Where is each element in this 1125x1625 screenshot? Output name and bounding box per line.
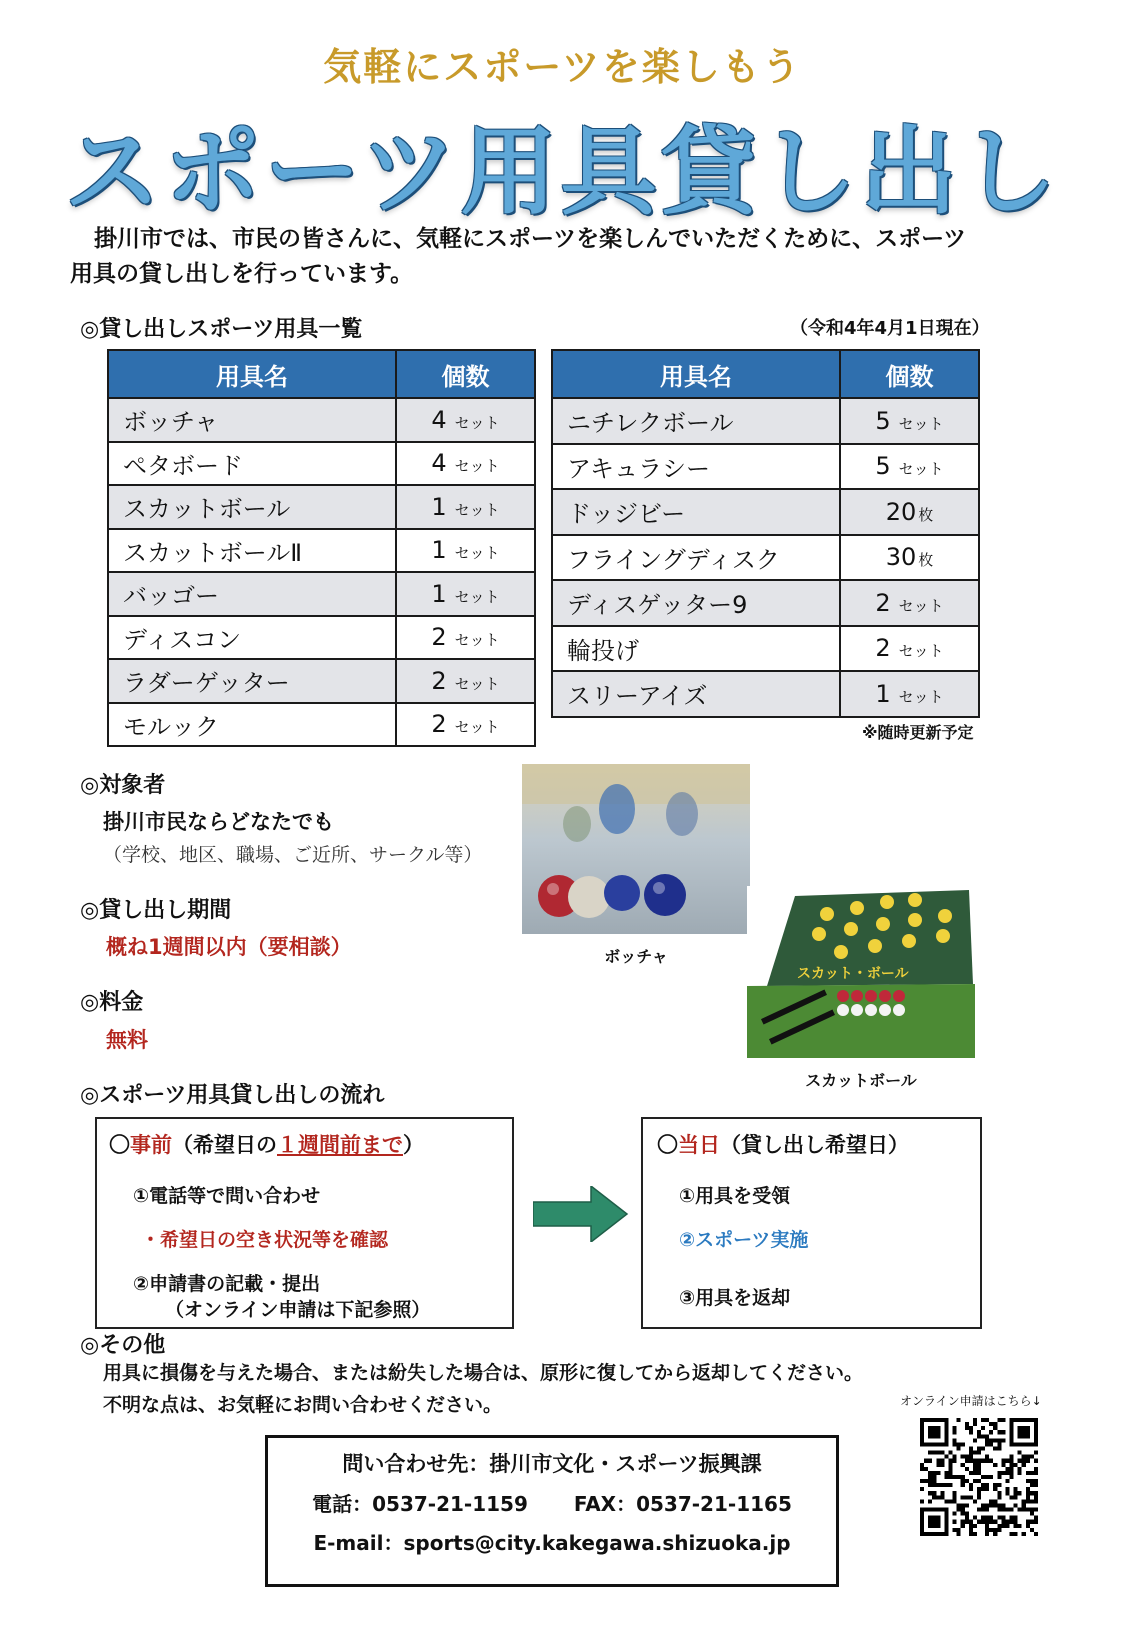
equipment-count	[396, 703, 535, 747]
period-heading: ◎貸し出し期間	[80, 898, 232, 923]
equipment-count	[840, 626, 979, 672]
equipment-count-number: 1	[431, 536, 447, 565]
equipment-count	[396, 398, 535, 442]
equipment-name: ディスゲッター9	[552, 580, 840, 626]
flow-day-step1: ①用具を受領	[679, 1185, 791, 1207]
equipment-count-unit: セット	[898, 687, 944, 706]
contact-box	[265, 1435, 839, 1587]
flow-before-paren-close: ）	[403, 1133, 424, 1157]
fee-heading: ◎料金	[80, 990, 144, 1015]
equipment-row	[108, 572, 535, 616]
equipment-count	[396, 529, 535, 573]
equipment-count	[840, 489, 979, 535]
flow-before-step1: ①電話等で問い合わせ	[133, 1185, 321, 1207]
equipment-count-unit: セット	[454, 544, 500, 563]
flow-before-step2-note: （オンライン申請は下記参照）	[165, 1299, 431, 1321]
flow-before-label: 事前	[130, 1133, 172, 1157]
flow-heading: ◎スポーツ用具貸し出しの流れ	[80, 1083, 385, 1108]
flow-day-box	[641, 1117, 982, 1329]
intro-line-1: 掛川市では、市民の皆さんに、気軽にスポーツを楽しんでいただくために、スポーツ	[94, 226, 967, 252]
date-note: （令和4年4月1日現在）	[790, 318, 990, 339]
equipment-count-number: 1	[431, 492, 447, 521]
equipment-name: フライングディスク	[552, 535, 840, 581]
equipment-count-unit: セット	[454, 500, 500, 519]
equipment-count-number: 5	[875, 406, 891, 435]
equipment-count-unit: セット	[454, 457, 500, 476]
equipment-count	[396, 442, 535, 486]
scat-ball-caption: スカットボール	[805, 1071, 917, 1090]
equipment-row	[108, 529, 535, 573]
flow-before-deadline: １週間前まで	[277, 1133, 403, 1157]
boccia-photo	[522, 764, 750, 934]
equipment-name: ラダーゲッター	[108, 659, 396, 703]
flow-day-label: 当日	[678, 1133, 720, 1157]
intro-text	[70, 222, 1060, 292]
equipment-count-number: 5	[875, 452, 891, 481]
equipment-row	[552, 671, 979, 717]
equipment-row	[108, 703, 535, 747]
boccia-caption: ボッチャ	[604, 947, 668, 966]
target-detail: （学校、地区、職場、ご近所、サークル等）	[103, 844, 483, 866]
equipment-count-number: 4	[431, 405, 447, 434]
equipment-row	[552, 444, 979, 490]
equipment-count-number: 1	[431, 579, 447, 608]
equipment-row	[552, 535, 979, 581]
other-heading: ◎その他	[80, 1333, 166, 1358]
equipment-name: ドッジビー	[552, 489, 840, 535]
equipment-name: モルック	[108, 703, 396, 747]
equipment-name: ボッチャ	[108, 398, 396, 442]
flow-before-title	[109, 1129, 424, 1159]
equipment-name: ニチレクボール	[552, 398, 840, 444]
equipment-count	[840, 398, 979, 444]
equipment-name: スカットボール	[108, 485, 396, 529]
equipment-count	[396, 659, 535, 703]
equipment-row	[108, 659, 535, 703]
col-header-name: 用具名	[108, 350, 396, 398]
period-value: 概ね1週間以内（要相談）	[106, 935, 352, 959]
other-line-1: 用具に損傷を与えた場合、または紛失した場合は、原形に復してから返却してください。	[103, 1362, 864, 1384]
equipment-row	[552, 580, 979, 626]
col-header-count: 個数	[840, 350, 979, 398]
equipment-name: スカットボールⅡ	[108, 529, 396, 573]
equipment-count-number: 20	[885, 497, 917, 526]
equipment-name: アキュラシー	[552, 444, 840, 490]
equipment-count	[396, 572, 535, 616]
flow-day-step2: ②スポーツ実施	[679, 1229, 809, 1251]
col-header-count: 個数	[396, 350, 535, 398]
flow-day-marker: 〇	[657, 1133, 678, 1157]
equipment-count	[840, 535, 979, 581]
equipment-count-unit: セット	[454, 413, 500, 432]
equipment-count-unit: セット	[898, 596, 944, 615]
equipment-name: ペタボード	[108, 442, 396, 486]
flow-before-marker: 〇	[109, 1133, 130, 1157]
flow-before-step2: ②申請書の記載・提出	[133, 1273, 321, 1295]
equipment-count-unit: セット	[898, 414, 944, 433]
equipment-count-number: 2	[875, 634, 891, 663]
flow-arrow-icon	[533, 1186, 629, 1242]
target-heading: ◎対象者	[80, 773, 166, 798]
contact-email[interactable]: E-mail：sports@city.kakegawa.shizuoka.jp	[313, 1531, 791, 1555]
equipment-count-unit: 枚	[918, 551, 934, 570]
equipment-row	[108, 442, 535, 486]
equipment-count-unit: セット	[454, 674, 500, 693]
equipment-count-unit: セット	[454, 587, 500, 606]
equipment-count-number: 2	[431, 666, 447, 695]
qr-code-icon[interactable]	[920, 1418, 1038, 1536]
target-value: 掛川市民ならどなたでも	[103, 810, 334, 834]
equipment-name: バッゴー	[108, 572, 396, 616]
flow-day-paren: （貸し出し希望日）	[720, 1133, 909, 1157]
flow-day-title	[657, 1129, 909, 1159]
equipment-count	[396, 485, 535, 529]
equipment-heading: ◎貸し出しスポーツ用具一覧	[80, 317, 363, 342]
equipment-count-unit: セット	[454, 718, 500, 737]
flow-day-step3: ③用具を返却	[679, 1287, 791, 1309]
flow-before-paren-open: （希望日の	[172, 1133, 277, 1157]
equipment-row	[552, 489, 979, 535]
col-header-name: 用具名	[552, 350, 840, 398]
equipment-count-unit: セット	[898, 642, 944, 661]
equipment-count-number: 30	[885, 543, 917, 572]
equipment-table-right	[551, 349, 980, 718]
equipment-count-unit: セット	[898, 460, 944, 479]
flow-before-step1-note: ・希望日の空き状況等を確認	[141, 1229, 389, 1251]
equipment-count	[396, 616, 535, 660]
equipment-row	[108, 485, 535, 529]
equipment-count	[840, 671, 979, 717]
equipment-count-number: 2	[431, 623, 447, 652]
equipment-row	[552, 398, 979, 444]
equipment-name: 輪投げ	[552, 626, 840, 672]
equipment-count	[840, 444, 979, 490]
svg-text:スカット・ボール: スカット・ボール	[797, 966, 909, 982]
scat-ball-photo	[747, 886, 975, 1058]
equipment-row	[108, 616, 535, 660]
online-note: オンライン申請はこちら↓	[900, 1394, 1042, 1408]
fee-value: 無料	[106, 1028, 148, 1052]
contact-title: 問い合わせ先：掛川市文化・スポーツ振興課	[342, 1452, 762, 1476]
flow-before-box	[95, 1117, 514, 1329]
equipment-count-unit: 枚	[918, 505, 934, 524]
equipment-count-number: 2	[875, 588, 891, 617]
contact-fax: FAX：0537-21-1165	[573, 1492, 792, 1516]
update-note: ※随時更新予定	[862, 723, 974, 742]
equipment-row	[108, 398, 535, 442]
intro-line-2: 用具の貸し出しを行っています。	[70, 261, 414, 287]
page-title: スポーツ用具貸し出し	[64, 116, 1061, 228]
equipment-count-number: 1	[875, 679, 891, 708]
equipment-count-number: 2	[431, 710, 447, 739]
contact-tel: 電話：0537-21-1159	[312, 1492, 528, 1516]
equipment-name: ディスコン	[108, 616, 396, 660]
equipment-table-left	[107, 349, 536, 747]
equipment-row	[552, 626, 979, 672]
equipment-count-unit: セット	[454, 631, 500, 650]
equipment-count	[840, 580, 979, 626]
equipment-name: スリーアイズ	[552, 671, 840, 717]
other-line-2: 不明な点は、お気軽にお問い合わせください。	[103, 1394, 503, 1416]
subtitle: 気軽にスポーツを楽しもう	[323, 45, 802, 89]
equipment-count-number: 4	[431, 449, 447, 478]
